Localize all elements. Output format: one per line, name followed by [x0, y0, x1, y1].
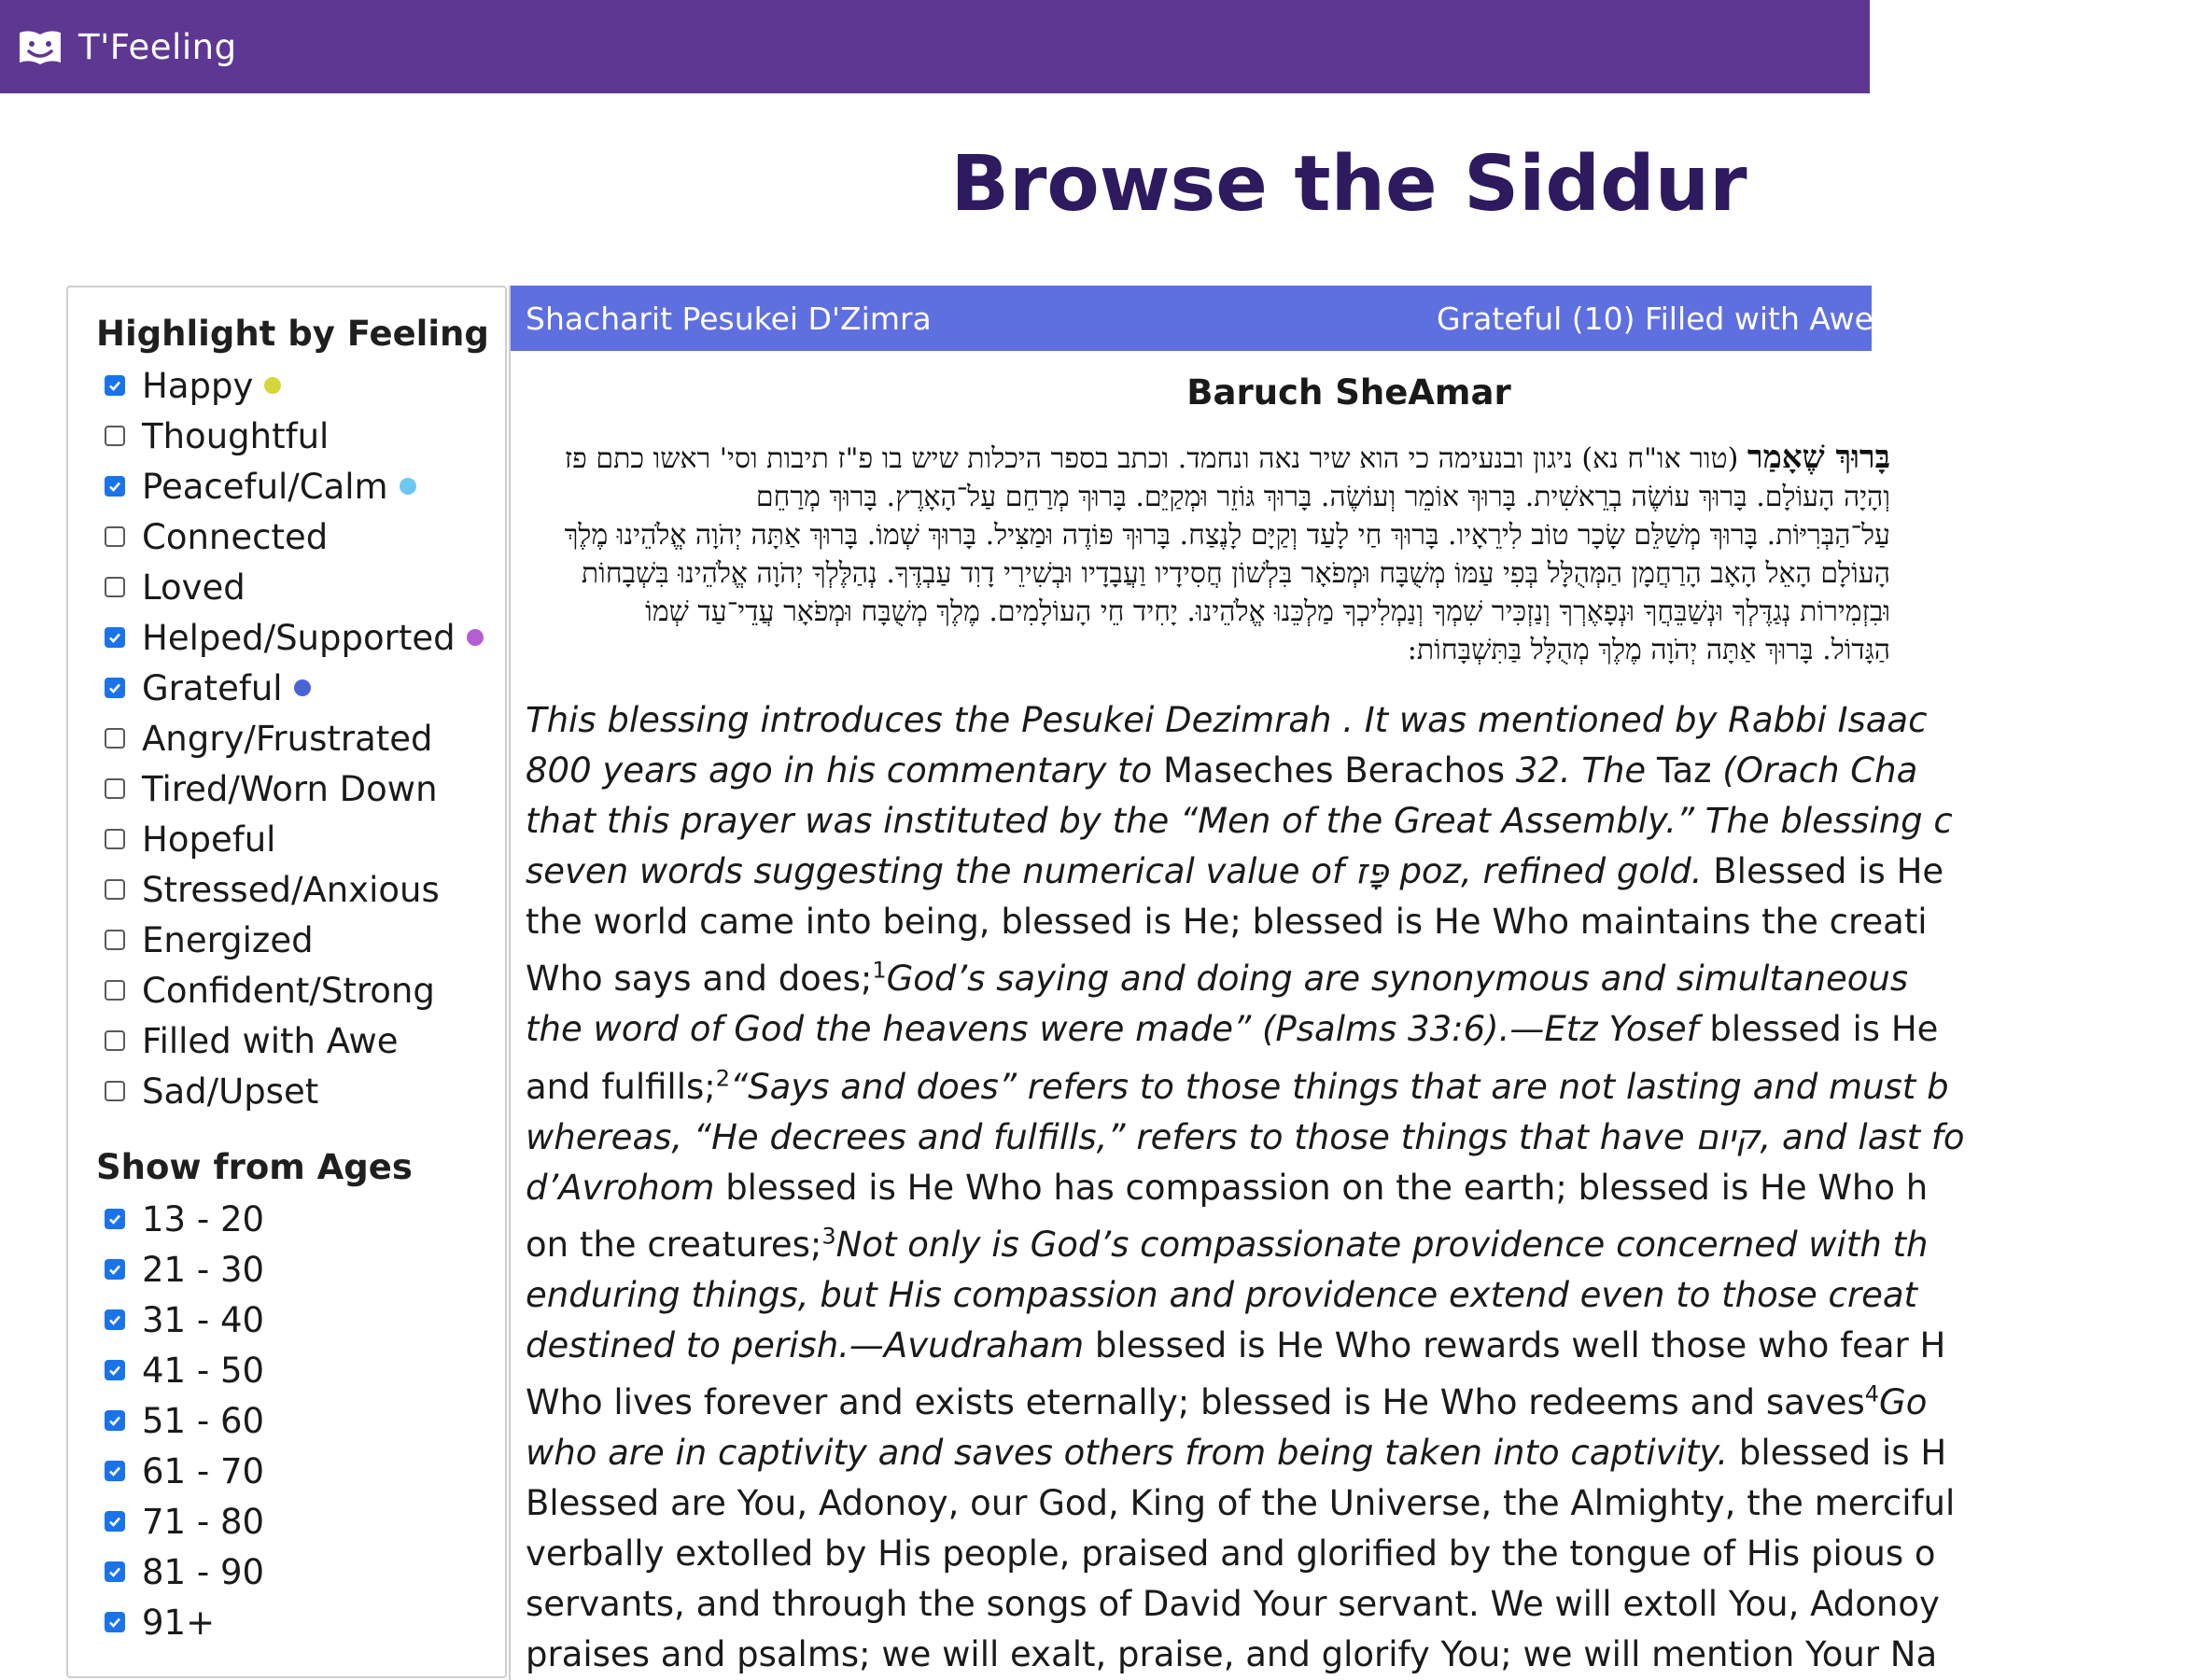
- confident-strong-checkbox[interactable]: [105, 980, 125, 1001]
- feeling-label: Connected: [142, 516, 329, 557]
- translation-text: Taz: [1656, 750, 1712, 791]
- feeling-label: Tired/Worn Down: [142, 768, 438, 809]
- translation-text: blessed is He: [1698, 1009, 1939, 1049]
- section-name: Shacharit Pesukei D'Zimra: [526, 301, 932, 337]
- sad-upset-checkbox[interactable]: [105, 1081, 125, 1101]
- angry-frustrated-checkbox[interactable]: [105, 728, 125, 749]
- age-option-61-70[interactable]: [105, 1450, 264, 1491]
- translation-line: [526, 1225, 1929, 1265]
- hebrew-line-text: (טור או"ח נא) ניגון ובנעימה כי הוא שיר נאה ונחמד. וכתב בספר היכלות שיש בו פ"ז תיבות וסי' ראשו כתם פז: [564, 442, 1747, 475]
- age-label: 13 - 20: [142, 1198, 265, 1239]
- hebrew-line: [173, 439, 1890, 478]
- age-checkbox[interactable]: [105, 1410, 125, 1431]
- feeling-label: Angry/Frustrated: [142, 718, 433, 759]
- feeling-label: Loved: [142, 567, 246, 608]
- feeling-option-confident-strong[interactable]: [105, 970, 435, 1011]
- section-feelings-summary: Grateful (10) Filled with Awe (8: [1437, 301, 1915, 337]
- translation-text: Blessed is He: [1702, 851, 1944, 891]
- age-option-41-50[interactable]: [105, 1350, 264, 1391]
- feelings-heading: Highlight by Feeling: [96, 314, 489, 354]
- age-checkbox[interactable]: [105, 1209, 125, 1229]
- translation-line: [526, 1117, 1965, 1157]
- feeling-option-filled-with-awe[interactable]: [105, 1020, 399, 1061]
- age-checkbox[interactable]: [105, 1259, 125, 1280]
- footnote-marker[interactable]: 1: [872, 957, 887, 984]
- translation-line: [526, 1382, 1927, 1422]
- commentary-text: the word of God the heavens were made” (Psalms 33:6).—Etz Yosef: [526, 1009, 1699, 1049]
- stressed-anxious-checkbox[interactable]: [105, 879, 125, 900]
- age-label: 91+: [142, 1602, 216, 1643]
- peaceful-calm-checkbox[interactable]: [105, 476, 125, 497]
- age-label: 51 - 60: [142, 1400, 265, 1441]
- prayer-title: Baruch SheAmar: [1186, 372, 1511, 413]
- filled-with-awe-checkbox[interactable]: [105, 1030, 125, 1051]
- brand-link[interactable]: [17, 27, 237, 67]
- commentary-text: whereas, “He decrees and fulfills,” refers to those things that have קיום, and last fo: [526, 1117, 1965, 1157]
- energized-checkbox[interactable]: [105, 930, 125, 950]
- translation-text: and fulfills;: [526, 1067, 716, 1107]
- translation-line: [526, 1009, 1938, 1049]
- commentary-text: 800 years ago in his commentary to: [526, 750, 1164, 791]
- translation-text: Maseches Berachos: [1163, 750, 1506, 791]
- age-option-31-40[interactable]: [105, 1299, 264, 1340]
- feeling-option-stressed-anxious[interactable]: [105, 869, 440, 910]
- hebrew-line: הַגָּדוֹל. בָּרוּךְ אַתָּה יְהֹוָה מֶלֶךְ מְהֻלָּל בַּתִּשְׁבָּחוֹת:: [1407, 634, 1890, 666]
- top-navbar: [0, 0, 1870, 93]
- feeling-label: Thoughtful: [142, 415, 330, 456]
- age-option-13-20[interactable]: [105, 1198, 264, 1239]
- hebrew-prayer-text: [173, 439, 1890, 669]
- hebrew-line: עַל־הַבְּרִיּוֹת. בָּרוּךְ מְשַׁלֵּם שָׂכָר טוֹב לִירֵאָיו. בָּרוּךְ חַי לָעַד וְקַיָּם לָנֶצַח. בָּרוּךְ פּוֹדֶה וּמַצִּיל. בָּרוּךְ שְׁמוֹ. בָּרוּךְ אַתָּה יְהֹוָה אֱלֹהֵינוּ מֶלֶךְ: [564, 519, 1890, 552]
- hopeful-checkbox[interactable]: [105, 829, 125, 849]
- hebrew-line: הָעוֹלָם הָאֵל הָאָב הָרַחֲמָן הַמְּהֻלָּל בְּפִי עַמּוֹ מְשֻׁבָּח וּמְפֹאָר בִּלְשׁוֹן חֲסִידָיו וַעֲבָדָיו וּבְשִׁירֵי דָוִד עַבְדֶּךָ. נְהַלֶּלְךָ יְהֹוָה אֱלֹהֵינוּ בִּשְׁבָחוֹת: [581, 557, 1890, 590]
- age-option-81-90[interactable]: [105, 1551, 264, 1592]
- commentary-text: destined to perish.—Avudraham: [526, 1325, 1085, 1365]
- ages-heading: Show from Ages: [96, 1147, 413, 1187]
- section-header[interactable]: [511, 286, 1915, 351]
- feeling-label: Peaceful/Calm: [142, 466, 388, 507]
- commentary-text: This blessing introduces the Pesukei Dezimrah . It was mentioned by Rabbi Isaac: [526, 700, 1928, 740]
- hebrew-line: וְהָיָה הָעוֹלָם. בָּרוּךְ עוֹשֶׂה בְרֵאשִׁית. בָּרוּךְ אוֹמֵר וְעוֹשֶׂה. בָּרוּךְ גּוֹזֵר וּמְקַיֵּם. בָּרוּךְ מְרַחֵם עַל־הָאָרֶץ. בָּרוּךְ מְרַחֵם: [755, 481, 1890, 513]
- feeling-label: Helped/Supported: [142, 617, 456, 658]
- translation-text: blessed is He Who rewards well those who fear H: [1084, 1325, 1946, 1365]
- translation-text: Who lives forever and exists eternally; blessed is He Who redeems and saves: [526, 1382, 1865, 1422]
- commentary-text: who are in captivity and saves others from being taken into captivity.: [526, 1433, 1729, 1473]
- feeling-label: Sad/Upset: [142, 1071, 319, 1112]
- siddur-content: [509, 286, 1965, 1680]
- age-checkbox[interactable]: [105, 1360, 125, 1380]
- hebrew-lead-words: בָּרוּךְ שֶׁאָמַר: [1747, 439, 1890, 476]
- translation-line: [526, 1067, 1949, 1107]
- age-checkbox[interactable]: [105, 1511, 125, 1532]
- helped-supported-checkbox[interactable]: [105, 627, 125, 648]
- translation-line: [526, 851, 1943, 891]
- age-checkbox[interactable]: [105, 1561, 125, 1582]
- feeling-label: Filled with Awe: [142, 1020, 399, 1061]
- commentary-text: Go: [1879, 1382, 1928, 1422]
- feeling-label: Happy: [142, 365, 254, 406]
- feeling-option-happy[interactable]: [105, 365, 281, 406]
- commentary-text: that this prayer was instituted by the “Men of the Great Assembly.” The blessing c: [526, 801, 1953, 841]
- footnote-marker[interactable]: 2: [715, 1065, 731, 1092]
- feeling-option-tired-worn-down[interactable]: [105, 768, 438, 809]
- feeling-label: Energized: [142, 919, 314, 960]
- age-checkbox[interactable]: [105, 1461, 125, 1481]
- age-option-71-80[interactable]: [105, 1501, 264, 1542]
- commentary-text: enduring things, but His compassion and providence extend even to those creat: [526, 1275, 1918, 1315]
- age-label: 31 - 40: [142, 1299, 265, 1340]
- feeling-label: Hopeful: [142, 819, 276, 860]
- translation-line: [526, 1275, 1917, 1315]
- connected-checkbox[interactable]: [105, 526, 125, 547]
- age-label: 21 - 30: [142, 1249, 265, 1290]
- commentary-text: d’Avrohom: [526, 1168, 715, 1208]
- translation-line: Blessed are You, Adonoy, our God, King of the Universe, the Almighty, the merciful: [526, 1483, 1956, 1523]
- age-label: 81 - 90: [142, 1551, 265, 1592]
- translation-line: [526, 700, 1927, 740]
- hebrew-line: וּבִזְמִירוֹת נְגַדֶּלְךָ וּנְשַׁבֵּחֲךָ וּנְפָאֶרְךָ וְנַזְכִּיר שִׁמְךָ וְנַמְלִיכְךָ מַלְכֵּנוּ אֱלֹהֵינוּ. יָחִיד חֵי הָעוֹלָמִים. מֶלֶךְ מְשֻׁבָּח וּמְפֹאָר עֲדֵי־עַד שְׁמוֹ: [645, 595, 1890, 628]
- feeling-option-hopeful[interactable]: [105, 819, 275, 860]
- thoughtful-checkbox[interactable]: [105, 426, 125, 446]
- translation-line: [526, 902, 1928, 942]
- translation-text: Who says and does;: [526, 959, 873, 999]
- page-title: Browse the Siddur: [950, 140, 1747, 229]
- footnote-marker[interactable]: 4: [1864, 1380, 1880, 1407]
- age-option-21-30[interactable]: [105, 1249, 264, 1290]
- commentary-text: seven words suggesting the numerical value of פָּז poz, refined gold.: [526, 851, 1703, 891]
- age-label: 41 - 50: [142, 1350, 265, 1391]
- translation-line: [526, 1168, 1928, 1208]
- feeling-option-sad-upset[interactable]: [105, 1071, 318, 1112]
- translation-line: [526, 1325, 1945, 1365]
- footnote-marker[interactable]: 3: [821, 1223, 836, 1250]
- translation-text: blessed is He Who has compassion on the earth; blessed is He Who h: [714, 1168, 1929, 1208]
- commentary-text: “Says and does” refers to those things that are not lasting and must b: [730, 1067, 1949, 1107]
- translation-line: praises and psalms; we will exalt, praise, and glorify You; we will mention Your Na: [526, 1634, 1938, 1674]
- age-option-91-plus[interactable]: [105, 1602, 215, 1643]
- feeling-color-dot: [264, 377, 281, 394]
- translation-line: servants, and through the songs of David Your servant. We will extoll You, Adonoy: [526, 1584, 1940, 1624]
- translation-line: [526, 750, 1917, 791]
- translation-text: the world came into being, blessed is He; blessed is He Who maintains the creati: [526, 902, 1928, 942]
- grateful-checkbox[interactable]: [105, 678, 125, 698]
- translation-line: [526, 801, 1953, 841]
- age-checkbox[interactable]: [105, 1612, 125, 1632]
- translation-line: [526, 959, 1908, 999]
- translation-text: blessed is H: [1728, 1433, 1947, 1473]
- translation-line: [526, 1433, 1946, 1473]
- commentary-text: (Orach Cha: [1711, 750, 1918, 791]
- translation-line: verbally extolled by His people, praised and glorified by the tongue of His pious o: [526, 1533, 1936, 1574]
- age-checkbox[interactable]: [105, 1309, 125, 1330]
- age-label: 61 - 70: [142, 1450, 265, 1491]
- translation-text: on the creatures;: [526, 1225, 822, 1265]
- feeling-option-energized[interactable]: [105, 919, 314, 960]
- age-option-51-60[interactable]: [105, 1400, 264, 1441]
- feeling-label: Confident/Strong: [142, 970, 435, 1011]
- feeling-option-angry-frustrated[interactable]: [105, 718, 433, 759]
- feeling-option-grateful[interactable]: [105, 667, 311, 708]
- loved-checkbox[interactable]: [105, 577, 125, 597]
- commentary-text: 32. The: [1505, 750, 1657, 791]
- feeling-color-dot: [294, 679, 311, 696]
- brand-name: T'Feeling: [78, 26, 237, 67]
- age-label: 71 - 80: [142, 1501, 265, 1542]
- smile-book-icon: [17, 27, 63, 66]
- commentary-text: Not only is God’s compassionate providence concerned with th: [835, 1225, 1929, 1265]
- happy-checkbox[interactable]: [105, 375, 125, 396]
- tired-worn-down-checkbox[interactable]: [105, 778, 125, 799]
- feeling-label: Grateful: [142, 667, 283, 708]
- feeling-label: Stressed/Anxious: [142, 869, 440, 910]
- commentary-text: God’s saying and doing are synonymous and simultaneous: [886, 959, 1909, 999]
